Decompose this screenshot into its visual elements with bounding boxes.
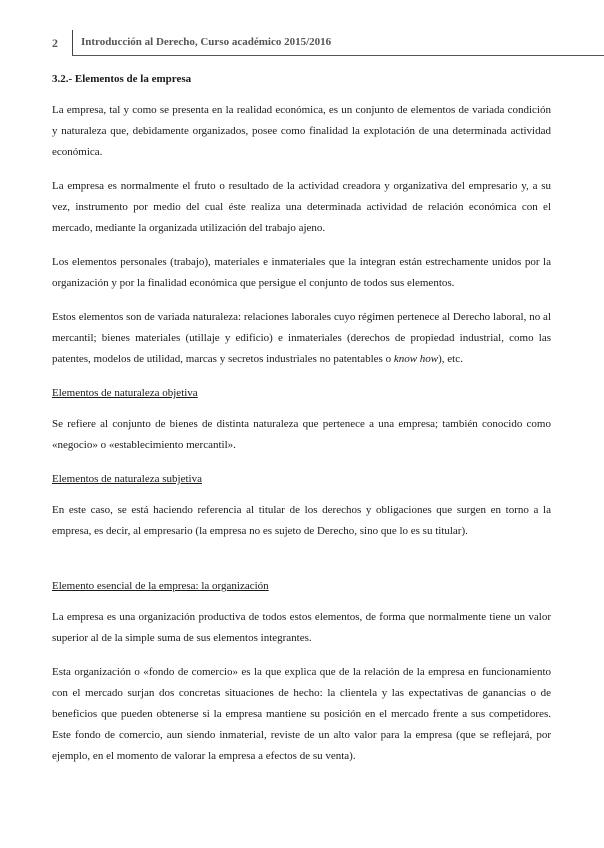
section-title: 3.2.- Elementos de la empresa [52, 73, 192, 85]
page-number: 2 [52, 36, 58, 50]
paragraph-text: Estos elementos son de variada naturaleza: relaciones laborales cuyo régimen pertenece al Derecho laboral, no al mercantil; bienes materiales (utillaje y edificio) e inmateriales (derechos de propiedad industrial, como las patentes, modelos de utilidad, marcas y secretos industriales no patentables o [52, 311, 551, 365]
paragraph: La empresa es normalmente el fruto o resultado de la actividad creadora y organizativa del empresario y, a su vez, instrumento por medio del cual éste realiza una determinada actividad de relación económica con el mercado, mediante la organizada utilización del trabajo ajeno. [52, 180, 551, 234]
subheading-organizacion: Elemento esencial de la empresa: la organización [52, 580, 269, 592]
header-title: Introducción al Derecho, Curso académico 2015/2016 [81, 36, 332, 48]
italic-term: know how [393, 353, 439, 365]
blank-space [52, 555, 551, 576]
subheading-objetiva: Elementos de naturaleza objetiva [52, 387, 198, 399]
paragraph: La empresa, tal y como se presenta en la realidad económica, es un conjunto de elementos de variada condición y naturaleza que, debidamente organizados, posee como finalidad la explotación de una determinada actividad económica. [52, 104, 551, 158]
paragraph [52, 307, 551, 370]
page-body [52, 69, 551, 780]
paragraph: En este caso, se está haciendo referencia al titular de los derechos y obligaciones que surgen en torno a la empresa, es decir, al empresario (la empresa no es sujeto de Derecho, sino que lo es su titular). [52, 504, 551, 537]
header-vertical-rule [72, 30, 73, 56]
paragraph: Esta organización o «fondo de comercio» es la que explica que de la relación de la empresa en funcionamiento con el mercado surjan dos concretas situaciones de hecho: la clientela y las expectativas de ganancias o de beneficios que pueden obtenerse si la empresa mantiene su posición en el mercado frente a sus competidores. Este fondo de comercio, aun siendo inmaterial, reviste de un alto valor para la empresa (que se reflejará, por ejemplo, en el momento de valorar la empresa a efectos de su venta). [52, 666, 551, 762]
paragraph-text: ), etc. [438, 353, 463, 365]
header-horizontal-rule [72, 55, 604, 56]
paragraph: Los elementos personales (trabajo), materiales e inmateriales que la integran están estrechamente unidos por la organización y por la finalidad económica que persigue el conjunto de todos sus elementos. [52, 256, 551, 289]
paragraph: Se refiere al conjunto de bienes de distinta naturaleza que pertenece a una empresa; también conocido como «negocio» o «establecimiento mercantil». [52, 418, 551, 451]
subheading-subjetiva: Elementos de naturaleza subjetiva [52, 473, 202, 485]
paragraph: La empresa es una organización productiva de todos estos elementos, de forma que normalmente tiene un valor superior al de la simple suma de sus elementos integrantes. [52, 611, 551, 644]
